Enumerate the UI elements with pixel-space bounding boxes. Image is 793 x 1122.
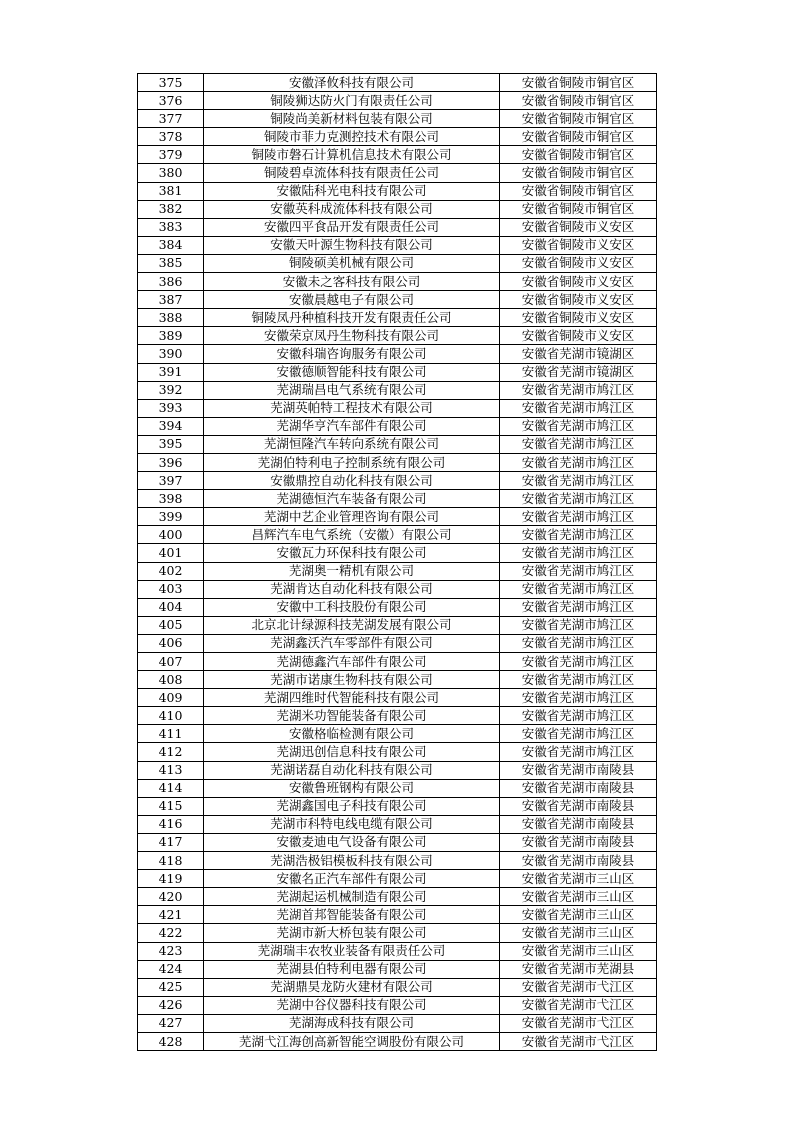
region-cell: 安徽省铜陵市铜官区 (500, 128, 657, 146)
row-number-cell: 428 (138, 1032, 204, 1050)
company-name-cell: 芜湖四维时代智能科技有限公司 (204, 689, 500, 707)
row-number-cell: 423 (138, 942, 204, 960)
row-number-cell: 394 (138, 417, 204, 435)
table-row (138, 924, 657, 942)
region-cell: 安徽省铜陵市义安区 (500, 236, 657, 254)
row-number-cell: 375 (138, 74, 204, 92)
row-number-cell: 385 (138, 254, 204, 272)
region-cell: 安徽省芜湖市三山区 (500, 870, 657, 888)
company-name-cell: 昌辉汽车电气系统（安徽）有限公司 (204, 526, 500, 544)
region-cell: 安徽省铜陵市铜官区 (500, 200, 657, 218)
row-number-cell: 384 (138, 236, 204, 254)
company-name-cell: 芜湖迅创信息科技有限公司 (204, 743, 500, 761)
row-number-cell: 410 (138, 707, 204, 725)
row-number-cell: 395 (138, 435, 204, 453)
company-name-cell: 芜湖中谷仪器科技有限公司 (204, 996, 500, 1014)
row-number-cell: 404 (138, 598, 204, 616)
company-name-cell: 铜陵市菲力克测控技术有限公司 (204, 128, 500, 146)
table-row (138, 110, 657, 128)
company-name-cell: 芜湖奥一精机有限公司 (204, 562, 500, 580)
table-row (138, 74, 657, 92)
company-name-cell: 芜湖市诺康生物科技有限公司 (204, 671, 500, 689)
row-number-cell: 379 (138, 146, 204, 164)
region-cell: 安徽省芜湖市芜湖县 (500, 960, 657, 978)
region-cell: 安徽省芜湖市鸠江区 (500, 472, 657, 490)
row-number-cell: 389 (138, 327, 204, 345)
company-name-cell: 安徽鲁班钢构有限公司 (204, 779, 500, 797)
region-cell: 安徽省芜湖市鸠江区 (500, 580, 657, 598)
row-number-cell: 405 (138, 616, 204, 634)
table-row (138, 797, 657, 815)
company-name-cell: 铜陵市磐石计算机信息技术有限公司 (204, 146, 500, 164)
table-row (138, 743, 657, 761)
table-row (138, 996, 657, 1014)
region-cell: 安徽省芜湖市三山区 (500, 942, 657, 960)
region-cell: 安徽省芜湖市南陵县 (500, 761, 657, 779)
row-number-cell: 408 (138, 671, 204, 689)
row-number-cell: 419 (138, 870, 204, 888)
company-name-cell: 芜湖浩极铝模板科技有限公司 (204, 852, 500, 870)
company-name-cell: 安徽天叶源生物科技有限公司 (204, 236, 500, 254)
company-name-cell: 安徽中工科技股份有限公司 (204, 598, 500, 616)
region-cell: 安徽省芜湖市鸠江区 (500, 598, 657, 616)
row-number-cell: 399 (138, 508, 204, 526)
table-row (138, 417, 657, 435)
row-number-cell: 381 (138, 182, 204, 200)
row-number-cell: 391 (138, 363, 204, 381)
table-row (138, 435, 657, 453)
region-cell: 安徽省芜湖市南陵县 (500, 833, 657, 851)
row-number-cell: 397 (138, 472, 204, 490)
company-name-cell: 铜陵碧卓流体科技有限责任公司 (204, 164, 500, 182)
company-name-cell: 芜湖英帕特工程技术有限公司 (204, 399, 500, 417)
region-cell: 安徽省芜湖市鸠江区 (500, 490, 657, 508)
row-number-cell: 417 (138, 833, 204, 851)
company-name-cell: 安徽晨越电子有限公司 (204, 291, 500, 309)
region-cell: 安徽省铜陵市铜官区 (500, 92, 657, 110)
company-name-cell: 芜湖海成科技有限公司 (204, 1014, 500, 1032)
row-number-cell: 401 (138, 544, 204, 562)
table-row (138, 779, 657, 797)
company-name-cell: 安徽陆科光电科技有限公司 (204, 182, 500, 200)
company-name-cell: 芜湖恒隆汽车转向系统有限公司 (204, 435, 500, 453)
company-name-cell: 安徽四平食品开发有限责任公司 (204, 218, 500, 236)
region-cell: 安徽省芜湖市鸠江区 (500, 653, 657, 671)
company-name-cell: 芜湖米功智能装备有限公司 (204, 707, 500, 725)
company-name-cell: 安徽名正汽车部件有限公司 (204, 870, 500, 888)
row-number-cell: 411 (138, 725, 204, 743)
company-name-cell: 芜湖弋江海创高新智能空调股份有限公司 (204, 1032, 500, 1050)
region-cell: 安徽省芜湖市三山区 (500, 888, 657, 906)
company-name-cell: 芜湖瑞丰农牧业装备有限责任公司 (204, 942, 500, 960)
table-row (138, 508, 657, 526)
row-number-cell: 421 (138, 906, 204, 924)
company-name-cell: 芜湖中艺企业管理咨询有限公司 (204, 508, 500, 526)
table-row (138, 671, 657, 689)
region-cell: 安徽省铜陵市铜官区 (500, 146, 657, 164)
row-number-cell: 426 (138, 996, 204, 1014)
company-name-cell: 铜陵凤丹种植科技开发有限责任公司 (204, 309, 500, 327)
table-row (138, 942, 657, 960)
company-list-table (137, 73, 657, 1051)
company-name-cell: 安徽格临检测有限公司 (204, 725, 500, 743)
company-name-cell: 芜湖瑞昌电气系统有限公司 (204, 381, 500, 399)
company-name-cell: 安徽荣京凤丹生物科技有限公司 (204, 327, 500, 345)
row-number-cell: 383 (138, 218, 204, 236)
company-name-cell: 安徽未之客科技有限公司 (204, 273, 500, 291)
table-row (138, 580, 657, 598)
row-number-cell: 386 (138, 273, 204, 291)
region-cell: 安徽省铜陵市义安区 (500, 309, 657, 327)
company-name-cell: 芜湖首邦智能装备有限公司 (204, 906, 500, 924)
table-row (138, 689, 657, 707)
company-name-cell: 芜湖德恒汽车装备有限公司 (204, 490, 500, 508)
table-row (138, 852, 657, 870)
row-number-cell: 409 (138, 689, 204, 707)
company-name-cell: 安徽德顺智能科技有限公司 (204, 363, 500, 381)
table-row (138, 598, 657, 616)
company-name-cell: 芜湖鼎昊龙防火建材有限公司 (204, 978, 500, 996)
table-row (138, 761, 657, 779)
region-cell: 安徽省芜湖市鸠江区 (500, 562, 657, 580)
region-cell: 安徽省芜湖市鸠江区 (500, 707, 657, 725)
row-number-cell: 427 (138, 1014, 204, 1032)
table-row (138, 888, 657, 906)
region-cell: 安徽省芜湖市鸠江区 (500, 508, 657, 526)
row-number-cell: 402 (138, 562, 204, 580)
row-number-cell: 377 (138, 110, 204, 128)
table-row (138, 218, 657, 236)
company-name-cell: 安徽麦迪电气设备有限公司 (204, 833, 500, 851)
region-cell: 安徽省芜湖市镜湖区 (500, 363, 657, 381)
row-number-cell: 398 (138, 490, 204, 508)
company-name-cell: 铜陵尚美新材料包装有限公司 (204, 110, 500, 128)
table-row (138, 128, 657, 146)
table-row (138, 472, 657, 490)
table-row (138, 345, 657, 363)
table-row (138, 870, 657, 888)
row-number-cell: 396 (138, 453, 204, 471)
region-cell: 安徽省芜湖市鸠江区 (500, 743, 657, 761)
table-row (138, 562, 657, 580)
region-cell: 安徽省铜陵市义安区 (500, 327, 657, 345)
row-number-cell: 393 (138, 399, 204, 417)
row-number-cell: 392 (138, 381, 204, 399)
company-name-cell: 芜湖德鑫汽车部件有限公司 (204, 653, 500, 671)
company-name-cell: 芜湖鑫沃汽车零部件有限公司 (204, 634, 500, 652)
row-number-cell: 416 (138, 815, 204, 833)
table-row (138, 200, 657, 218)
row-number-cell: 400 (138, 526, 204, 544)
row-number-cell: 387 (138, 291, 204, 309)
region-cell: 安徽省芜湖市鸠江区 (500, 634, 657, 652)
region-cell: 安徽省芜湖市鸠江区 (500, 689, 657, 707)
table-row (138, 399, 657, 417)
region-cell: 安徽省铜陵市义安区 (500, 218, 657, 236)
region-cell: 安徽省铜陵市铜官区 (500, 182, 657, 200)
table-row (138, 291, 657, 309)
region-cell: 安徽省芜湖市弋江区 (500, 996, 657, 1014)
company-name-cell: 芜湖起运机械制造有限公司 (204, 888, 500, 906)
region-cell: 安徽省芜湖市南陵县 (500, 797, 657, 815)
table-row (138, 960, 657, 978)
company-name-cell: 安徽科瑞咨询服务有限公司 (204, 345, 500, 363)
region-cell: 安徽省芜湖市鸠江区 (500, 671, 657, 689)
table-row (138, 490, 657, 508)
row-number-cell: 413 (138, 761, 204, 779)
row-number-cell: 390 (138, 345, 204, 363)
region-cell: 安徽省铜陵市铜官区 (500, 74, 657, 92)
row-number-cell: 424 (138, 960, 204, 978)
table-row (138, 273, 657, 291)
table-row (138, 707, 657, 725)
row-number-cell: 376 (138, 92, 204, 110)
company-name-cell: 铜陵狮达防火门有限责任公司 (204, 92, 500, 110)
table-row (138, 327, 657, 345)
row-number-cell: 406 (138, 634, 204, 652)
table-row (138, 616, 657, 634)
row-number-cell: 380 (138, 164, 204, 182)
table-row (138, 309, 657, 327)
table-row (138, 906, 657, 924)
company-name-cell: 芜湖诺磊自动化科技有限公司 (204, 761, 500, 779)
table-row (138, 815, 657, 833)
region-cell: 安徽省铜陵市义安区 (500, 273, 657, 291)
region-cell: 安徽省铜陵市义安区 (500, 254, 657, 272)
company-name-cell: 安徽鼎控自动化科技有限公司 (204, 472, 500, 490)
table-body (138, 74, 657, 1051)
region-cell: 安徽省芜湖市三山区 (500, 924, 657, 942)
table-row (138, 146, 657, 164)
row-number-cell: 378 (138, 128, 204, 146)
company-name-cell: 芜湖市科特电线电缆有限公司 (204, 815, 500, 833)
region-cell: 安徽省芜湖市鸠江区 (500, 417, 657, 435)
table-row (138, 725, 657, 743)
table-row (138, 544, 657, 562)
region-cell: 安徽省芜湖市三山区 (500, 906, 657, 924)
row-number-cell: 412 (138, 743, 204, 761)
company-name-cell: 芜湖华亨汽车部件有限公司 (204, 417, 500, 435)
row-number-cell: 415 (138, 797, 204, 815)
table-row (138, 182, 657, 200)
row-number-cell: 382 (138, 200, 204, 218)
table-row (138, 634, 657, 652)
table-row (138, 164, 657, 182)
row-number-cell: 422 (138, 924, 204, 942)
row-number-cell: 388 (138, 309, 204, 327)
row-number-cell: 407 (138, 653, 204, 671)
table-row (138, 526, 657, 544)
table-row (138, 978, 657, 996)
region-cell: 安徽省芜湖市鸠江区 (500, 725, 657, 743)
region-cell: 安徽省芜湖市鸠江区 (500, 453, 657, 471)
table-row (138, 236, 657, 254)
row-number-cell: 420 (138, 888, 204, 906)
row-number-cell: 425 (138, 978, 204, 996)
row-number-cell: 403 (138, 580, 204, 598)
region-cell: 安徽省芜湖市弋江区 (500, 978, 657, 996)
company-name-cell: 芜湖伯特利电子控制系统有限公司 (204, 453, 500, 471)
table-row (138, 254, 657, 272)
region-cell: 安徽省芜湖市镜湖区 (500, 345, 657, 363)
company-name-cell: 芜湖市新大桥包装有限公司 (204, 924, 500, 942)
region-cell: 安徽省芜湖市鸠江区 (500, 381, 657, 399)
table-row (138, 363, 657, 381)
region-cell: 安徽省芜湖市鸠江区 (500, 616, 657, 634)
table-row (138, 92, 657, 110)
company-name-cell: 安徽英科成流体科技有限公司 (204, 200, 500, 218)
region-cell: 安徽省铜陵市铜官区 (500, 164, 657, 182)
region-cell: 安徽省芜湖市鸠江区 (500, 435, 657, 453)
row-number-cell: 414 (138, 779, 204, 797)
table-row (138, 1014, 657, 1032)
region-cell: 安徽省芜湖市南陵县 (500, 852, 657, 870)
region-cell: 安徽省芜湖市南陵县 (500, 815, 657, 833)
company-name-cell: 芜湖肯达自动化科技有限公司 (204, 580, 500, 598)
region-cell: 安徽省铜陵市铜官区 (500, 110, 657, 128)
company-name-cell: 铜陵硕美机械有限公司 (204, 254, 500, 272)
company-name-cell: 北京北计绿源科技芜湖发展有限公司 (204, 616, 500, 634)
company-name-cell: 安徽瓦力环保科技有限公司 (204, 544, 500, 562)
table-row (138, 833, 657, 851)
company-name-cell: 芜湖县伯特利电器有限公司 (204, 960, 500, 978)
row-number-cell: 418 (138, 852, 204, 870)
region-cell: 安徽省芜湖市鸠江区 (500, 544, 657, 562)
region-cell: 安徽省芜湖市弋江区 (500, 1014, 657, 1032)
region-cell: 安徽省芜湖市鸠江区 (500, 399, 657, 417)
region-cell: 安徽省铜陵市义安区 (500, 291, 657, 309)
table-row (138, 1032, 657, 1050)
region-cell: 安徽省芜湖市弋江区 (500, 1032, 657, 1050)
table-row (138, 453, 657, 471)
region-cell: 安徽省芜湖市鸠江区 (500, 526, 657, 544)
table-row (138, 381, 657, 399)
region-cell: 安徽省芜湖市南陵县 (500, 779, 657, 797)
company-name-cell: 安徽泽攸科技有限公司 (204, 74, 500, 92)
table-row (138, 653, 657, 671)
company-name-cell: 芜湖鑫国电子科技有限公司 (204, 797, 500, 815)
